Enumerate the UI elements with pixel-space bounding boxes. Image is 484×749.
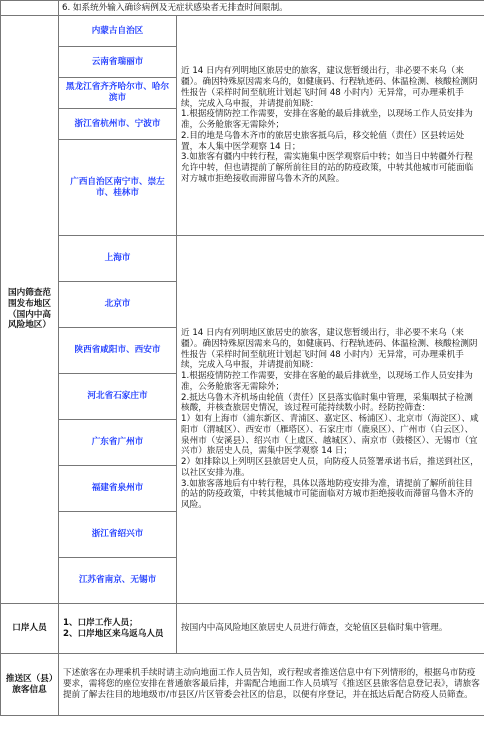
port-item: 1、口岸工作人员； — [63, 617, 138, 628]
region-cell: 云南省瑞丽市 — [59, 47, 177, 78]
region-cell: 广西自治区南宁市、崇左市、桂林市 — [59, 140, 177, 236]
group1-item: 1.根据疫情防控工作需要，安排在客舱的最后排就坐，以现场工作人员安排为准，公务舱旅客无需除外； — [181, 109, 473, 131]
group1-advice: 近 14 日内有列明地区旅居史的旅客，建议您暂缓出行，非必要不来乌（来疆）。确因特殊原因需来乌的，如健康码、行程轨迹码、体温检测、核酸检测阴性报告（采样时间至航班计划起飞时间 48 小时内）无异常，可办理乘机手续，完成入乌申报，并请提前知晓： — [181, 66, 478, 109]
group2-item: 1）如有上海市（浦东新区、青浦区、嘉定区、杨浦区）、北京市（海淀区）、咸阳市（渭城区）、西安市（雁塔区）、石家庄市（鹿泉区）、广州市（白云区）、泉州市（安溪县）、绍兴市（上虞区、越城区）、南京市（鼓楼区）、无锡市（宜兴市）旅居史人员，需集中医学观察 14 日； — [181, 414, 479, 457]
port-category: 口岸人员 — [1, 604, 59, 654]
region-cell: 陕西省咸阳市、西安市 — [59, 328, 177, 374]
group2-advice: 近 14 日内有列明地区旅居史的旅客，建议您暂缓出行，非必要不来乌（来疆）。确因特殊原因需来乌的，如健康码、行程轨迹码、体温检测、核酸检测阴性报告（采样时间至航班计划起飞时间 48 小时内）无异常，可办理乘机手续，完成入乌申报，并请提前知晓： — [181, 328, 478, 371]
region-cell: 广东省广州市 — [59, 420, 177, 466]
group2-item: 2）如排除以上列明区县旅居史人员，向防疫人员签署承诺书后，推送到社区，以社区安排为准。 — [181, 457, 479, 478]
region-cell: 内蒙古自治区 — [59, 16, 177, 47]
group2-item: 2.抵达乌鲁木齐机场由轮值（责任）区县落实临时集中管理，采集咽拭子检测核酸，并核查旅居史情况，该过程可能持续数小时。经防控筛查： — [181, 392, 473, 414]
region-cell: 河北省石家庄市 — [59, 374, 177, 420]
region-cell: 黑龙江省齐齐哈尔市、哈尔滨市 — [59, 78, 177, 109]
empty-cell — [1, 1, 59, 16]
group1-item: 3.如旅客有疆内中转行程，需实施集中医学观察后中转；如当日中转疆外行程允许中转，但也请提前了解所前往目的站的防疫政策，中转其他城市可能面临对方城市拒绝接收而滞留乌鲁木齐的风险。 — [181, 152, 474, 184]
group2-item: 3.如旅客落地后有中转行程，具体以落地防疫安排为准，请提前了解所前往目的站的防疫政策，中转其他城市可能面临对方城市拒绝接收而滞留乌鲁木齐的风险。 — [181, 478, 474, 510]
port-item: 2、口岸地区来乌返乌人员 — [63, 628, 164, 639]
region-cell: 北京市 — [59, 282, 177, 328]
group2-item: 1.根据疫情防控工作需要，安排在客舱的最后排就坐，以现场工作人员安排为准，公务舱旅客无需除外； — [181, 371, 473, 392]
top-row-text: 6. 如系统外输入确诊病例及无症状感染者无排查时间限制。 — [59, 1, 484, 16]
region-cell: 上海市 — [59, 236, 177, 282]
push-category: 推送区（县）旅客信息 — [1, 654, 59, 716]
region-cell: 浙江省绍兴市 — [59, 512, 177, 558]
group1-advice-cell — [177, 16, 484, 236]
domestic-category: 国内筛查范围发布地区（国内中高风险地区） — [1, 16, 59, 604]
port-items-cell — [59, 604, 177, 654]
region-cell: 浙江省杭州市、宁波市 — [59, 109, 177, 140]
region-cell: 福建省泉州市 — [59, 466, 177, 512]
group1-item: 2.目的地是乌鲁木齐市的旅居史旅客抵乌后，移交轮值（责任）区县转运处置，本人集中医学观察 14 日； — [181, 130, 465, 152]
port-advice: 按国内中高风险地区旅居史人员进行筛查，交轮值区县临时集中管理。 — [177, 604, 484, 654]
push-text: 下述旅客在办理乘机手续时请主动向地面工作人员告知，或行程或者推送信息中有下列情形的，根据乌市防疫要求，需将您的座位安排在普通旅客最后排，并需配合地面工作人员填写《推送区县旅客信息登记表》，请旅客提前了解去往目的地地级市/市县区/片区管委会社区的信息，以便有序登记，并在抵达后配合防疫人员筛查。 — [59, 654, 484, 716]
region-cell: 江苏省南京、无锡市 — [59, 558, 177, 604]
group2-advice-cell — [177, 236, 484, 604]
